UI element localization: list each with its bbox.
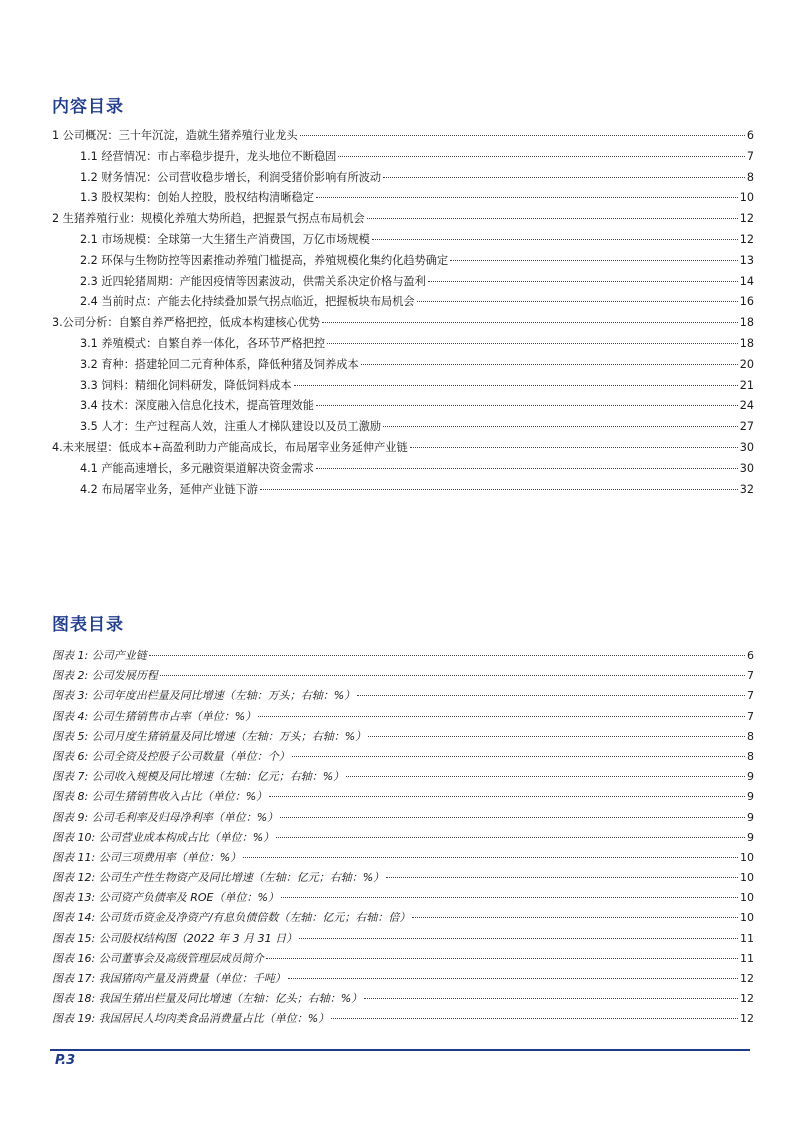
- toc-entry[interactable]: [52, 147, 754, 168]
- toc-entry[interactable]: [52, 230, 754, 251]
- dot-leader: [322, 322, 738, 323]
- figure-entry-text: 图表 16: 公司董事会及高级管理层成员简介: [52, 951, 264, 965]
- figure-entry[interactable]: [52, 646, 754, 666]
- dot-leader: [258, 716, 745, 717]
- dot-leader: [327, 343, 738, 344]
- figure-entry-page: 12: [740, 972, 754, 985]
- dot-leader: [417, 301, 738, 302]
- toc-entry-page: 7: [746, 149, 754, 163]
- toc-entry-text: 1.2 财务情况：公司营收稳步增长，利润受猪价影响有所波动: [80, 170, 382, 184]
- figure-entry-text: 图表 15: 公司股权结构图（2022 年 3 月 31 日）: [52, 931, 298, 945]
- figure-list-title: 图表目录: [52, 615, 124, 635]
- toc-entry[interactable]: [52, 126, 754, 147]
- toc-entry[interactable]: [52, 376, 754, 397]
- figure-entry-page: 10: [740, 871, 754, 885]
- figure-entry-text: 图表 18: 我国生猪出栏量及同比增速（左轴：亿头；右轴：%）: [52, 992, 363, 1006]
- figure-entry-text: 图表 17: 我国猪肉产量及消费量（单位：千吨）: [52, 972, 286, 985]
- figure-entry-text: 图表 5: 公司月度生猪销量及同比增速（左轴：万头；右轴：%）: [52, 729, 367, 743]
- dot-leader: [149, 655, 745, 656]
- figure-entry-page: 9: [747, 770, 754, 784]
- toc-entry-text: 3.2 育种：搭建轮回二元育种体系，降低种猪及饲养成本: [80, 357, 359, 371]
- figure-entry[interactable]: [52, 1009, 754, 1029]
- figure-entry-text: 图表 7: 公司收入规模及同比增速（左轴：亿元；右轴：%）: [52, 770, 345, 784]
- toc-entry-text: 1 公司概况：三十年沉淀，造就生猪养殖行业龙头: [52, 129, 298, 142]
- figure-entry[interactable]: [52, 908, 754, 928]
- toc-entry-page: 24: [739, 399, 754, 413]
- figure-entry-page: 9: [747, 790, 754, 804]
- dot-leader: [160, 675, 745, 676]
- figure-entry-text: 图表 6: 公司全资及控股子公司数量（单位：个）: [52, 749, 290, 763]
- dot-leader: [361, 364, 738, 365]
- figure-entry-text: 图表 2: 公司发展历程: [52, 669, 158, 683]
- toc-entry-text: 4.未来展望：低成本+高盈利助力产能高成长，布局屠宰业务延伸产业链: [52, 440, 408, 454]
- figure-entry-page: 6: [747, 649, 754, 662]
- figure-entry-page: 12: [740, 992, 754, 1006]
- figure-entry-page: 7: [747, 669, 754, 683]
- figure-entry[interactable]: [52, 767, 754, 787]
- toc-entry-text: 2.2 环保与生物防控等因素推动养殖门槛提高，养殖规模化集约化趋势确定: [80, 253, 449, 267]
- dot-leader: [428, 281, 738, 282]
- figure-entry-text: 图表 13: 公司资产负债率及 ROE（单位：%）: [52, 891, 279, 905]
- figure-entry-text: 图表 4: 公司生猪销售市占率（单位：%）: [52, 709, 257, 723]
- figure-entry-page: 9: [747, 810, 754, 824]
- figure-entry[interactable]: [52, 929, 754, 949]
- toc-title: 内容目录: [52, 97, 124, 117]
- figure-entry-text: 图表 8: 公司生猪销售收入占比（单位：%）: [52, 790, 268, 804]
- toc-entry[interactable]: [52, 168, 754, 189]
- figure-entry[interactable]: [52, 727, 754, 747]
- dot-leader: [299, 938, 738, 939]
- dot-leader: [300, 135, 745, 136]
- figure-entry-page: 7: [747, 689, 754, 703]
- dot-leader: [266, 958, 738, 959]
- dot-leader: [269, 796, 745, 797]
- dot-leader: [372, 239, 738, 240]
- dot-leader: [368, 736, 745, 737]
- toc-entry-text: 2 生猪养殖行业：规模化养殖大势所趋，把握景气拐点布局机会: [52, 212, 365, 226]
- dot-leader: [243, 857, 738, 858]
- toc-entry-text: 4.1 产能高速增长，多元融资渠道解决资金需求: [80, 461, 314, 475]
- figure-entry[interactable]: [52, 747, 754, 767]
- dot-leader: [331, 1018, 738, 1019]
- toc-entry-text: 1.3 股权架构：创始人控股，股权结构清晰稳定: [80, 191, 314, 205]
- toc-entry-text: 2.1 市场规模：全球第一大生猪生产消费国，万亿市场规模: [80, 232, 370, 246]
- toc-entry-page: 18: [739, 316, 754, 330]
- dot-leader: [292, 756, 745, 757]
- toc-entry[interactable]: [52, 251, 754, 272]
- figure-entry[interactable]: [52, 888, 754, 908]
- toc-entry-page: 30: [739, 440, 754, 454]
- toc-entry-page: 30: [739, 461, 754, 475]
- toc-entry-text: 2.3 近四轮猪周期：产能因疫情等因素波动，供需关系决定价格与盈利: [80, 274, 426, 288]
- figure-entry-text: 图表 19: 我国居民人均肉类食品消费量占比（单位：%）: [52, 1012, 330, 1026]
- figure-entry[interactable]: [52, 707, 754, 727]
- dot-leader: [346, 776, 745, 777]
- figure-entry-text: 图表 12: 公司生产性生物资产及同比增速（左轴：亿元；右轴：%）: [52, 871, 385, 885]
- dot-leader: [288, 978, 738, 979]
- figure-entry-text: 图表 9: 公司毛利率及归母净利率（单位：%）: [52, 810, 279, 824]
- figure-entry[interactable]: [52, 787, 754, 807]
- dot-leader: [367, 218, 738, 219]
- toc-entry[interactable]: [52, 334, 754, 355]
- toc-list: [52, 126, 754, 500]
- figure-entry-page: 12: [740, 1012, 754, 1026]
- figure-entry-page: 7: [747, 709, 754, 723]
- toc-entry-page: 13: [739, 253, 754, 267]
- dot-leader: [316, 405, 738, 406]
- figure-entry[interactable]: [52, 969, 754, 989]
- toc-entry-text: 4.2 布局屠宰业务，延伸产业链下游: [80, 482, 258, 496]
- toc-entry[interactable]: [52, 209, 754, 230]
- dot-leader: [386, 877, 738, 878]
- figure-entry-text: 图表 1: 公司产业链: [52, 649, 147, 662]
- figure-entry-page: 10: [740, 911, 754, 925]
- toc-entry-text: 3.3 饲料：精细化饲料研发，降低饲料成本: [80, 378, 292, 392]
- toc-entry-text: 2.4 当前时点：产能去化持续叠加景气拐点临近，把握板块布局机会: [80, 295, 415, 309]
- dot-leader: [412, 917, 738, 918]
- figure-entry-page: 8: [747, 729, 754, 743]
- figure-entry[interactable]: [52, 686, 754, 706]
- footer-divider: [50, 1049, 750, 1051]
- dot-leader: [364, 998, 738, 999]
- toc-entry-page: 18: [739, 336, 754, 350]
- toc-entry[interactable]: [52, 313, 754, 334]
- figure-list: [52, 646, 754, 1030]
- figure-entry[interactable]: [52, 949, 754, 969]
- toc-entry[interactable]: [52, 396, 754, 417]
- dot-leader: [316, 197, 738, 198]
- toc-entry-page: 27: [739, 420, 754, 434]
- toc-entry[interactable]: [52, 459, 754, 480]
- toc-entry-page: 6: [746, 129, 754, 142]
- toc-entry-text: 3.5 人才：生产过程高人效，注重人才梯队建设以及员工激励: [80, 420, 382, 434]
- figure-entry-text: 图表 3: 公司年度出栏量及同比增速（左轴：万头；右轴：%）: [52, 689, 356, 703]
- figure-entry-page: 11: [740, 951, 754, 965]
- figure-entry-text: 图表 11: 公司三项费用率（单位：%）: [52, 850, 242, 864]
- toc-entry-page: 14: [739, 274, 754, 288]
- figure-entry[interactable]: [52, 868, 754, 888]
- toc-entry-text: 3.公司分析：自繁自养严格把控，低成本构建核心优势: [52, 316, 320, 330]
- figure-entry[interactable]: [52, 808, 754, 828]
- dot-leader: [383, 426, 738, 427]
- toc-entry-text: 1.1 经营情况：市占率稳步提升，龙头地位不断稳固: [80, 149, 337, 163]
- figure-entry-page: 11: [740, 931, 754, 945]
- toc-entry-page: 10: [739, 191, 754, 205]
- dot-leader: [410, 447, 738, 448]
- dot-leader: [294, 385, 738, 386]
- toc-entry[interactable]: [52, 272, 754, 293]
- toc-entry[interactable]: [52, 480, 754, 501]
- dot-leader: [450, 260, 738, 261]
- figure-entry-page: 8: [747, 749, 754, 763]
- dot-leader: [383, 177, 745, 178]
- toc-entry-page: 16: [739, 295, 754, 309]
- toc-entry-page: 12: [739, 212, 754, 226]
- figure-entry[interactable]: [52, 989, 754, 1009]
- toc-entry-page: 12: [739, 232, 754, 246]
- dot-leader: [316, 468, 738, 469]
- page-number: P.3: [55, 1053, 76, 1068]
- figure-entry[interactable]: [52, 848, 754, 868]
- dot-leader: [338, 156, 745, 157]
- toc-entry-page: 21: [739, 378, 754, 392]
- toc-entry[interactable]: [52, 417, 754, 438]
- dot-leader: [357, 695, 745, 696]
- figure-entry[interactable]: [52, 828, 754, 848]
- toc-entry[interactable]: [52, 292, 754, 313]
- toc-entry-page: 32: [739, 482, 754, 496]
- dot-leader: [281, 897, 738, 898]
- toc-entry[interactable]: [52, 355, 754, 376]
- dot-leader: [280, 817, 745, 818]
- figure-entry-page: 9: [747, 830, 754, 844]
- toc-entry[interactable]: [52, 188, 754, 209]
- figure-entry-page: 10: [740, 850, 754, 864]
- figure-entry-page: 10: [740, 891, 754, 905]
- toc-entry-text: 3.1 养殖模式：自繁自养一体化，各环节严格把控: [80, 336, 326, 350]
- toc-entry[interactable]: [52, 438, 754, 459]
- dot-leader: [260, 489, 738, 490]
- toc-entry-page: 8: [746, 170, 754, 184]
- figure-entry[interactable]: [52, 666, 754, 686]
- dot-leader: [276, 837, 745, 838]
- figure-entry-text: 图表 10: 公司营业成本构成占比（单位：%）: [52, 830, 275, 844]
- figure-entry-text: 图表 14: 公司货币资金及净资产/有息负债倍数（左轴：亿元；右轴：倍）: [52, 911, 411, 925]
- toc-entry-page: 20: [739, 357, 754, 371]
- toc-entry-text: 3.4 技术：深度融入信息化技术，提高管理效能: [80, 399, 314, 413]
